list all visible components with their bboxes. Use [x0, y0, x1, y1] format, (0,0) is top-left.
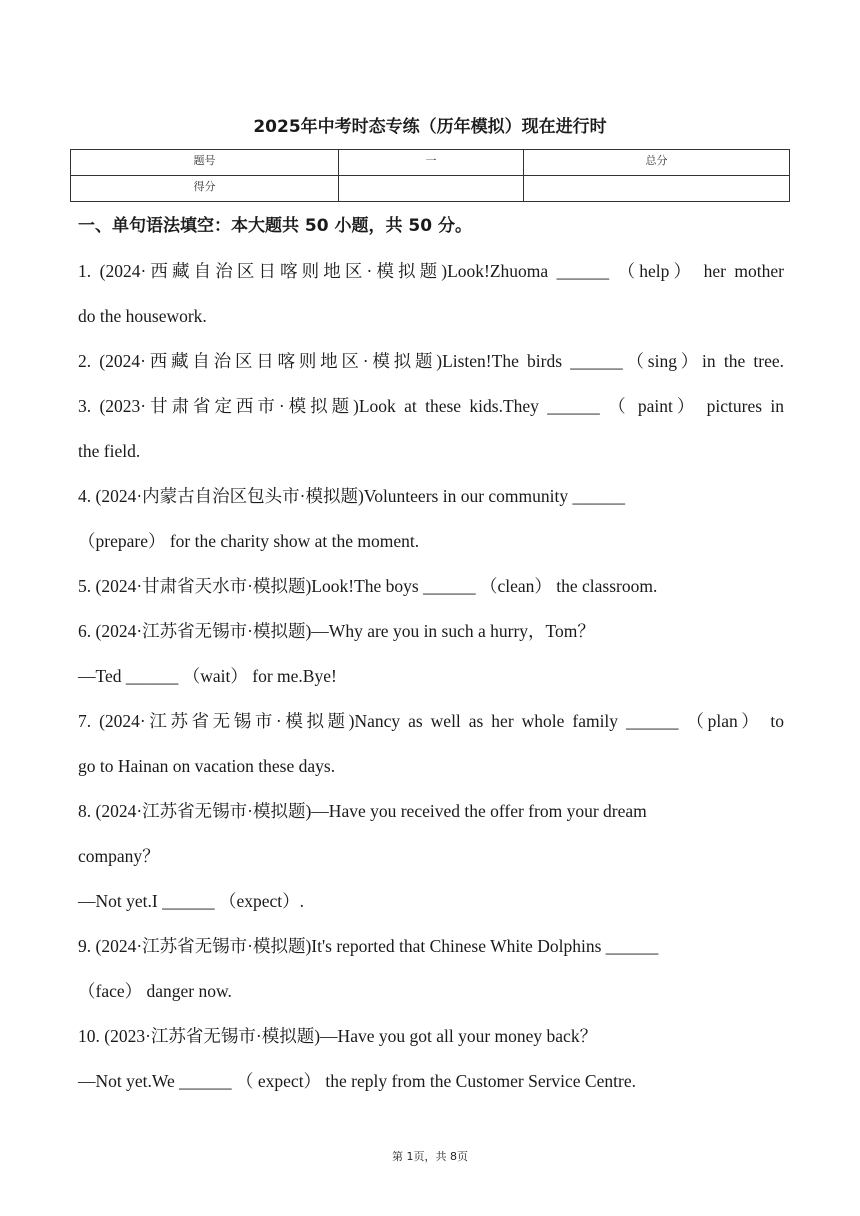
- score-table-score-row: [71, 176, 790, 202]
- question-line: do the housework.: [78, 306, 207, 326]
- question-line: —Not yet.I ______ （expect）.: [78, 891, 304, 911]
- section-heading: 一、单句语法填空：本大题共 50 小题，共 50 分。: [78, 216, 472, 236]
- score-table-cell: 一: [339, 150, 524, 176]
- question-line: 7. (2024·江苏省无锡市·模拟题)Nancy as well as her whole family ______ （plan） to: [78, 711, 784, 731]
- question-line: 4. (2024·内蒙古自治区包头市·模拟题)Volunteers in our community ______: [78, 486, 625, 506]
- question-line: company？: [78, 846, 160, 866]
- question-line: 1. (2024·西藏自治区日喀则地区·模拟题)Look!Zhuoma ______ （help） her mother: [78, 261, 784, 281]
- score-table: [70, 149, 790, 202]
- score-table-cell: 总分: [524, 150, 790, 176]
- page-footer: 第 1页，共 8页: [392, 1150, 468, 1163]
- score-table-cell: 题号: [71, 150, 339, 176]
- question-line: （prepare） for the charity show at the moment.: [78, 531, 420, 551]
- question-line: 9. (2024·江苏省无锡市·模拟题)It's reported that Chinese White Dolphins ______: [78, 936, 659, 956]
- question-line: 2. (2024·西藏自治区日喀则地区·模拟题)Listen!The birds ______（sing）in the tree.: [78, 351, 784, 371]
- question-line: 5. (2024·甘肃省天水市·模拟题)Look!The boys ______ （clean） the classroom.: [78, 576, 658, 596]
- score-table-header-row: [71, 150, 790, 176]
- question-line: 3. (2023·甘肃省定西市·模拟题)Look at these kids.They ______ （ paint） pictures in: [78, 396, 784, 416]
- question-line: 8. (2024·江苏省无锡市·模拟题)—Have you received the offer from your dream: [78, 801, 647, 821]
- question-line: the field.: [78, 441, 141, 461]
- question-line: 10. (2023·江苏省无锡市·模拟题)—Have you got all your money back？: [78, 1026, 598, 1046]
- score-table-cell: [524, 176, 790, 202]
- question-line: —Not yet.We ______ （ expect） the reply from the Customer Service Centre.: [78, 1071, 636, 1091]
- question-line: 6. (2024·江苏省无锡市·模拟题)—Why are you in such a hurry，Tom？: [78, 621, 595, 641]
- question-line: —Ted ______ （wait） for me.Bye!: [78, 666, 337, 686]
- question-line: go to Hainan on vacation these days.: [78, 756, 336, 776]
- score-table-cell: [339, 176, 524, 202]
- score-table-cell: 得分: [71, 176, 339, 202]
- document-title: 2025年中考时态专练（历年模拟）现在进行时: [253, 117, 607, 137]
- question-line: （face） danger now.: [78, 981, 232, 1001]
